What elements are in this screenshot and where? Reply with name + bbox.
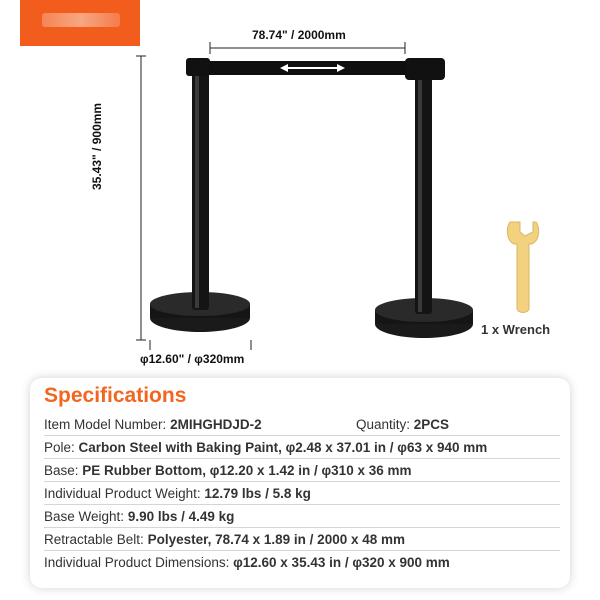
quantity-label: Quantity: — [356, 417, 411, 432]
base-dimension-line — [150, 340, 251, 350]
wrench-icon — [507, 222, 538, 313]
item-number-label: Item Model Number: — [44, 417, 167, 432]
base-value: PE Rubber Bottom, φ12.20 x 1.42 in / φ310 x 36 mm — [82, 463, 412, 478]
base-weight-value: 9.90 lbs / 4.49 kg — [127, 509, 235, 524]
spec-row-base — [44, 459, 560, 482]
height-dimension-line — [136, 56, 146, 340]
pole-value: Carbon Steel with Baking Paint, φ2.48 x 37.01 in / φ63 x 940 mm — [78, 440, 488, 455]
pole-label: Pole: — [44, 440, 75, 455]
quantity-value: 2PCS — [413, 417, 450, 432]
weight-value: 12.79 lbs / 5.8 kg — [204, 486, 311, 501]
spec-row-dimensions — [44, 551, 560, 574]
left-stanchion — [150, 58, 250, 332]
height-dimension-label: 35.43" / 900mm — [90, 102, 104, 190]
belt-label: Retractable Belt: — [44, 532, 144, 547]
item-number-value: 2MIHGHDJD-2 — [170, 417, 262, 432]
base-label: Base: — [44, 463, 79, 478]
belt-value: Polyester, 78.74 x 1.89 in / 2000 x 48 mm — [147, 532, 406, 547]
quantity-group — [356, 413, 449, 436]
spec-row-item-number — [44, 413, 560, 436]
base-diameter-label: φ12.60" / φ320mm — [140, 352, 245, 366]
width-dimension-label: 78.74" / 2000mm — [252, 28, 346, 42]
spec-row-belt — [44, 528, 560, 551]
base-weight-label: Base Weight: — [44, 509, 125, 524]
right-stanchion — [375, 58, 473, 338]
dimensions-value: φ12.60 x 35.43 in / φ320 x 900 mm — [233, 555, 450, 570]
retractable-belt — [209, 61, 406, 75]
spec-row-base-weight — [44, 505, 560, 528]
wrench-label: 1 x Wrench — [481, 322, 551, 337]
dimensions-label: Individual Product Dimensions: — [44, 555, 230, 570]
width-dimension-line — [210, 42, 405, 54]
spec-row-weight — [44, 482, 560, 505]
spec-row-pole — [44, 436, 560, 459]
weight-label: Individual Product Weight: — [44, 486, 201, 501]
specifications-title: Specifications — [44, 384, 187, 407]
specifications-card — [30, 378, 570, 588]
